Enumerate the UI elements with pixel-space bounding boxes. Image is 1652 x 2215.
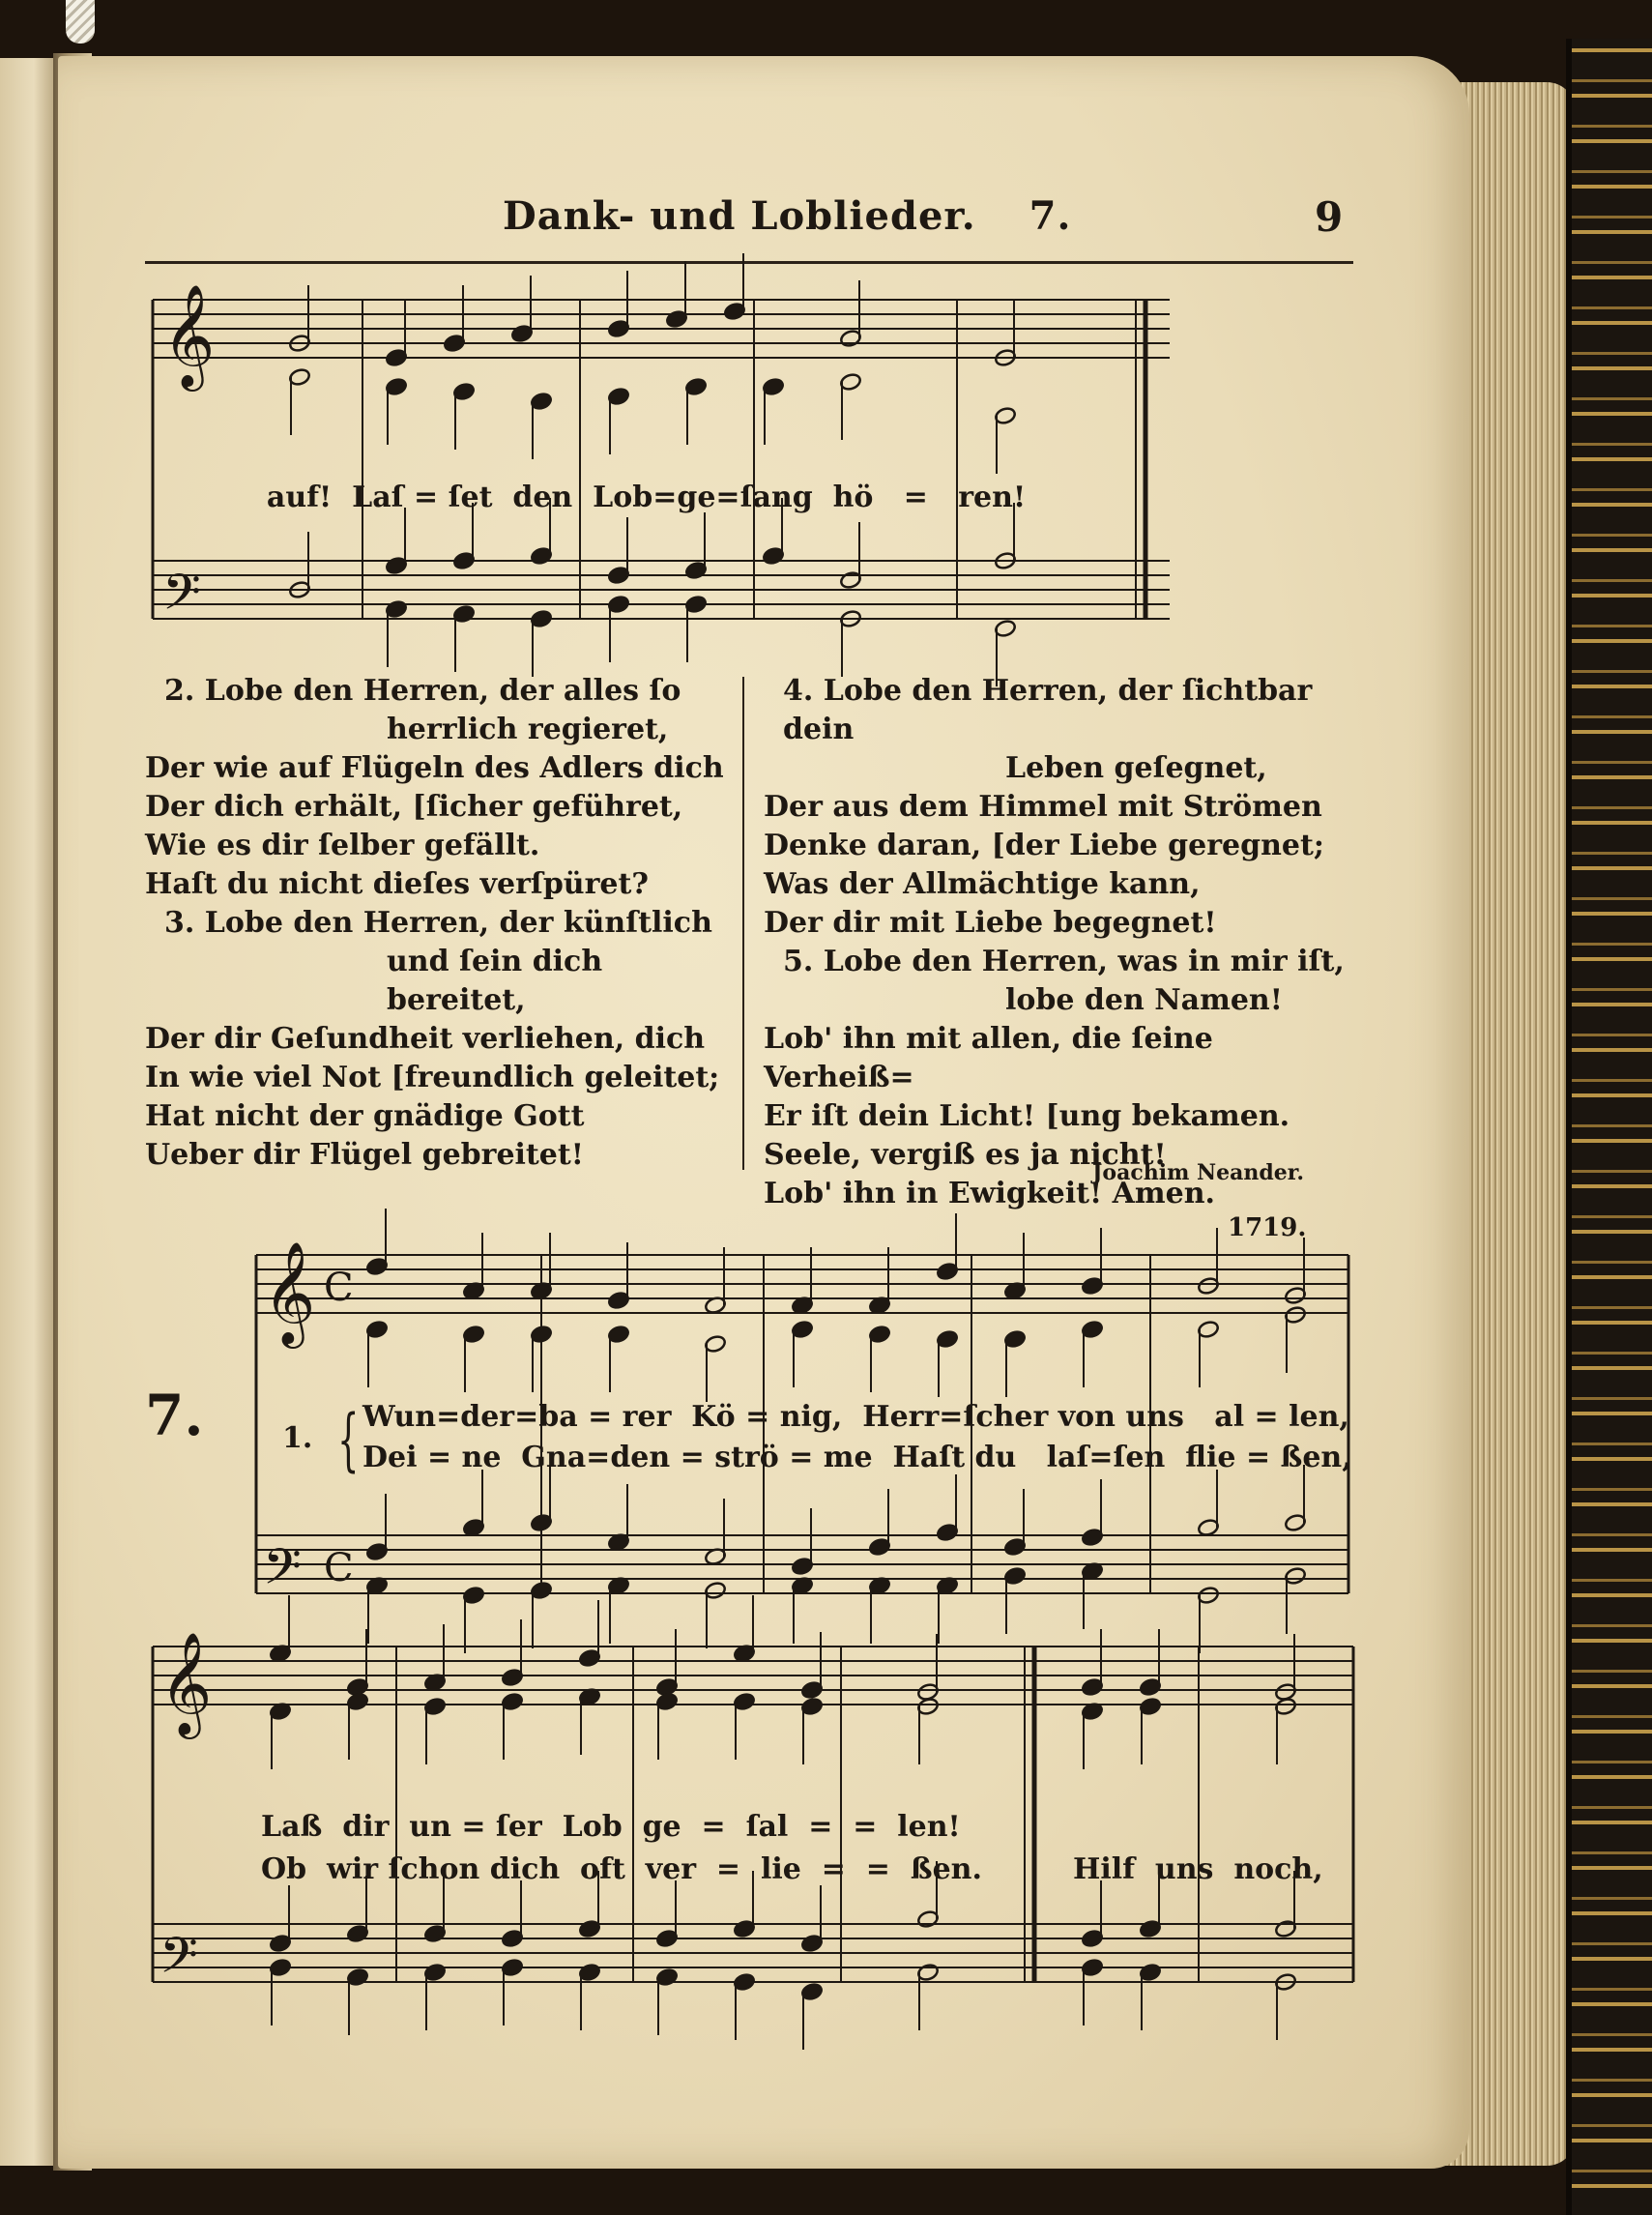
bass-clef-glyph: 𝄢 [162, 563, 201, 633]
author-credit: Joachim Neander. [1092, 1160, 1304, 1185]
lyric-syllable: ſet [448, 481, 493, 514]
bass-clef-glyph: 𝄢 [263, 1537, 302, 1608]
treble-clef-glyph: 𝄞 [159, 1631, 213, 1734]
verse-line: In wie viel Not [freundlich geleitet; [145, 1061, 720, 1094]
lyric-syllable: = [715, 481, 740, 514]
hymn-number: 7. [145, 1383, 204, 1448]
verse-line: Hat nicht der gnädige Gott [145, 1099, 585, 1133]
verse-line: lobe den Namen! [1005, 983, 1283, 1017]
verse-line: Was der Allmächtige kann, [764, 867, 1201, 901]
verse-line: herrlich regieret, [387, 713, 669, 746]
verse-line: Der dich erhält, [ſicher geführet, [145, 790, 683, 824]
bass-clef-glyph: 𝄢 [159, 1926, 198, 1996]
verse-line: Denke daran, [der Liebe geregnet; [764, 829, 1324, 862]
lyric-syllable: = [652, 481, 678, 514]
lyric-syllable: auf! [266, 481, 333, 514]
verse-line: Der wie auf Flügeln des Adlers dich [145, 751, 724, 785]
lyric-syllable: Lob [593, 481, 653, 514]
hymn7-lyric-line2: Dei = ne Gna=den = strö = me Haſt du laſ=ſen flie = ßen, [362, 1441, 1352, 1474]
treble-clef-glyph: 𝄞 [263, 1240, 316, 1344]
verse-line: 4. Lobe den Herren, der ſichtbar dein [783, 674, 1313, 746]
system1-lyrics [246, 447, 1026, 514]
lyric-syllable: den [512, 481, 573, 514]
verses-left [145, 672, 725, 1175]
time-signature: C [324, 1266, 354, 1310]
lyric-syllable: ge [677, 481, 716, 514]
lyric-syllable: hö [832, 481, 874, 514]
verse-line: Ueber dir Flügel gebreitet! [145, 1138, 584, 1172]
verses-right [764, 672, 1363, 1213]
verse-line: und ſein dich bereitet, [387, 945, 603, 1017]
stanza-number: 1. [282, 1421, 313, 1455]
verse-line: 5. Lobe den Herren, was in mir iſt, [783, 945, 1345, 978]
verse-line: Lob' ihn in Ewigkeit! Amen. [764, 1177, 1215, 1210]
hymn7-lyric-line4: Ob wir ſchon dich oft ver = lie = = ßen. [261, 1852, 982, 1886]
page-number: 9 [1315, 193, 1344, 241]
hymn-number-header: 7. [1029, 193, 1072, 239]
verse-line: Er iſt dein Licht! [ung bekamen. [764, 1099, 1290, 1133]
hymn7-lyric-line5: Hilf uns noch, [1073, 1852, 1323, 1886]
verse-line: 2. Lobe den Herren, der alles ſo [164, 674, 681, 708]
verse-line: Lob' ihn mit allen, die ſeine Verheiß= [764, 1022, 1213, 1094]
lyric-syllable: ſang [739, 481, 813, 514]
hymn7-lyric-line3: Laß dir un = ſer Lob ge = ſal = = len! [261, 1810, 961, 1844]
lyric-syllable: = [414, 481, 439, 514]
lyric-syllable: = [903, 481, 928, 514]
tune-year: 1719. [1228, 1213, 1307, 1242]
verse-line: Haſt du nicht dieſes verſpüret? [145, 867, 649, 901]
treble-clef-glyph: 𝄞 [162, 283, 216, 387]
verse-line: Seele, vergiß es ja nicht! [764, 1138, 1167, 1172]
verse-line: Der dir mit Liebe begegnet! [764, 906, 1217, 940]
verse-line: Wie es dir ſelber gefällt. [145, 829, 540, 862]
time-signature: C [324, 1546, 354, 1590]
stanza-brace: { [337, 1400, 360, 1479]
verse-line: 3. Lobe den Herren, der künſtlich [164, 906, 712, 940]
verse-line: Leben geſegnet, [1005, 751, 1267, 785]
verse-line: Der aus dem Himmel mit Strömen [764, 790, 1322, 824]
section-title: Dank- und Loblieder. [503, 193, 976, 239]
lyric-syllable: Laſ [352, 481, 404, 514]
lyric-syllable: ren! [958, 481, 1027, 514]
column-divider [742, 677, 744, 1170]
verse-line: Der dir Geſundheit verliehen, dich [145, 1022, 706, 1056]
hymn7-lyric-line1: Wun=der=ba = rer Kö = nig, Herr=ſcher von uns al = len, [362, 1400, 1349, 1434]
